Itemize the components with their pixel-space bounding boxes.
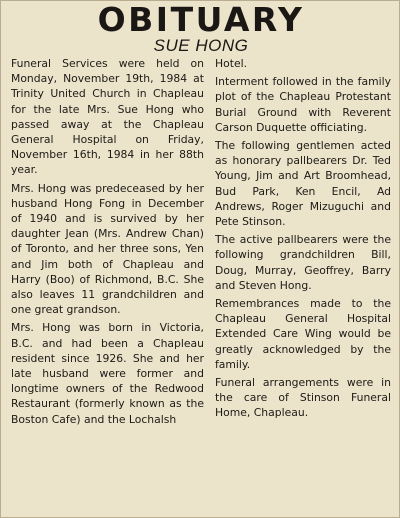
paragraph-active-pallbearers: The active pallbearers were the following grandchildren Bill, Doug, Murray, Geoffrey, Barry and Steven Hong.	[215, 233, 391, 292]
headline: OBITUARY	[97, 0, 305, 39]
right-column	[215, 56, 391, 424]
subhead-name: SUE HONG	[153, 36, 249, 55]
paragraph-survivors: Mrs. Hong was predeceased by her husband Hong Fong in December of 1940 and is survived by her daughter Jean (Mrs. Andrew Chan) of Toronto, and her three sons, Yen and Jim both of Chapleau and Harry (Boo) of Richmond, B.C. She also leaves 11 grandchildren and one great grandson.	[11, 181, 204, 317]
paragraph-remembrances: Remembrances made to the Chapleau General Hospital Extended Care Wing would be greatly acknowledged by the family.	[215, 297, 391, 371]
paragraph-interment: Interment followed in the family plot of the Chapleau Protestant Burial Ground with Reverent Carson Duquette officiating.	[215, 75, 391, 134]
paragraph-honorary-pallbearers: The following gentlemen acted as honorary pallbearers Dr. Ted Young, Jim and Art Broomhead, Bud Park, Ken Encil, Ad Andrews, Roger Mizuguchi and Pete Stinson.	[215, 139, 391, 229]
left-column	[11, 56, 204, 430]
paragraph-biography: Mrs. Hong was born in Victoria, B.C. and had been a Chapleau resident since 1926. She and her late husband were former and longtime owners of the Redwood Restaurant (formerly known as the Boston Cafe) and the Lochalsh	[11, 321, 204, 426]
paragraph-continuation: Hotel.	[215, 57, 248, 70]
paragraph-funeral-services: Funeral Services were held on Monday, November 19th, 1984 at Trinity United Church in Chapleau for the late Mrs. Sue Hong who passed away at the Chapleau General Hospital on Friday, November 16th, 1984 in her 88th year.	[11, 57, 204, 177]
paragraph-arrangements: Funeral arrangements were in the care of Stinson Funeral Home, Chapleau.	[215, 376, 391, 420]
